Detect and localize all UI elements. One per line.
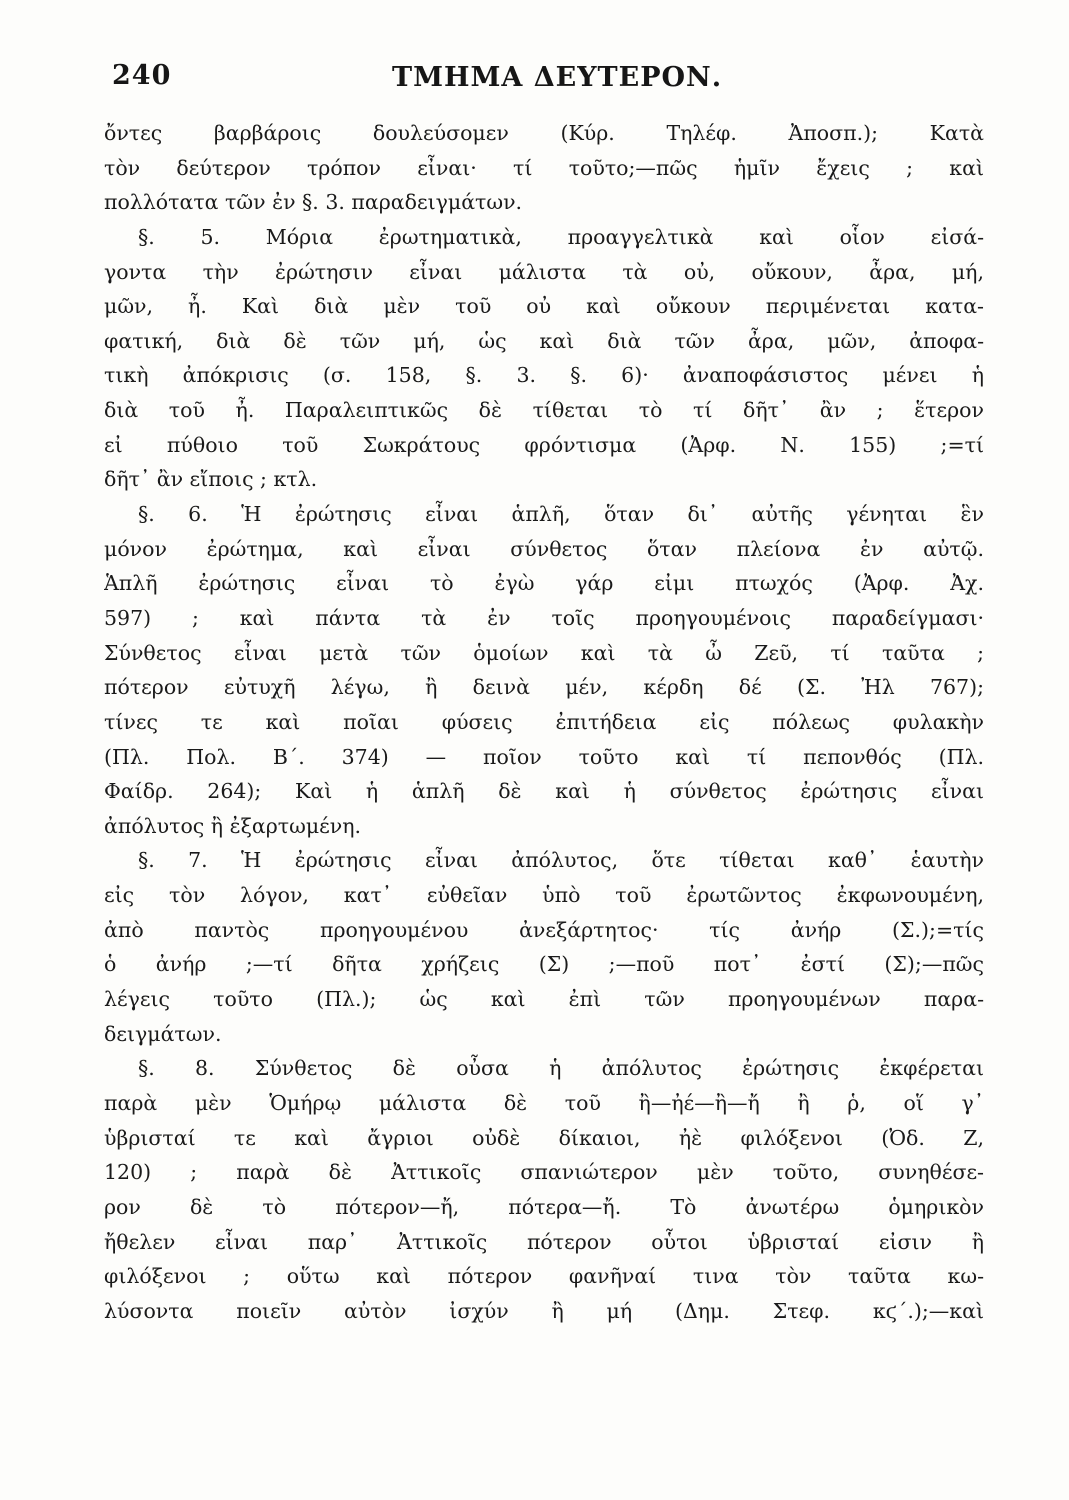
text-line: 120) ; παρὰ δὲ Ἀττικοῖς σπανιώτερον μὲν τοῦτο, συνηθέσε- — [104, 1160, 984, 1185]
page-header — [112, 60, 982, 106]
paragraph-start-line: §. 7. Ἡ ἐρώτησις εἶναι ἀπόλυτος, ὅτε τίθεται καθ᾽ ἑαυτὴν — [138, 848, 984, 873]
text-line: εἰ πύθοιο τοῦ Σωκράτους φρόντισμα (Ἀρφ. Ν. 155) ;=τί — [104, 432, 984, 457]
paragraph-start-line: §. 8. Σύνθετος δὲ οὖσα ἡ ἀπόλυτος ἐρώτησις ἐκφέρεται — [138, 1056, 984, 1081]
text-line: διὰ τοῦ ἦ. Παραλειπτικῶς δὲ τίθεται τὸ τί δῆτ᾽ ἂν ; ἕτερον — [104, 398, 984, 423]
running-head: ΤΜΗΜΑ ΔΕΥΤΕΡΟΝ. — [392, 62, 723, 93]
text-line: 597) ; καὶ πάντα τὰ ἐν τοῖς προηγουμένοις παραδείγμασι· — [104, 605, 984, 630]
text-line: πότερον εὐτυχῆ λέγω, ἢ δεινὰ μέν, κέρδη δέ (Σ. Ἠλ 767); — [104, 675, 984, 700]
text-line: ὄντες βαρβάροις δουλεύσομεν (Κύρ. Τηλέφ. Ἀποσπ.); Κατὰ — [104, 121, 984, 145]
text-line: Ἁπλῆ ἐρώτησις εἶναι τὸ ἐγὼ γάρ εἰμι πτωχός (Ἀρφ. Ἀχ. — [104, 571, 984, 596]
text-line: ὁ ἀνήρ ;—τί δῆτα χρήζεις (Σ) ;—ποῦ ποτ᾽ ἐστί (Σ);—πῶς — [104, 952, 984, 977]
text-line: τὸν δεύτερον τρόπον εἶναι· τί τοῦτο;—πῶς ἡμῖν ἔχεις ; καὶ — [104, 155, 984, 180]
text-line: πολλότατα τῶν ἐν §. 3. παραδειγμάτων. — [104, 190, 523, 215]
text-line: ρον δὲ τὸ πότερον—ἤ, πότερα—ἤ. Τὸ ἀνωτέρω ὁμηρικὸν — [104, 1194, 984, 1219]
text-line: ἀπὸ παντὸς προηγουμένου ἀνεξάρτητος· τίς ἀνήρ (Σ.);=τίς — [104, 917, 984, 942]
text-line: ὑβρισταί τε καὶ ἄγριοι οὐδὲ δίκαιοι, ἠὲ φιλόξενοι (Ὀδ. Ζ, — [104, 1125, 984, 1150]
text-line: (Πλ. Πολ. Β΄. 374) — ποῖον τοῦτο καὶ τί πεπονθός (Πλ. — [104, 744, 984, 769]
text-line: ἀπόλυτος ἢ ἐξαρτωμένη. — [104, 813, 362, 838]
text-line: τίνες τε καὶ ποῖαι φύσεις ἐπιτήδεια εἰς πόλεως φυλακὴν — [104, 709, 984, 734]
text-line: ἤθελεν εἶναι παρ᾽ Ἀττικοῖς πότερον οὗτοι ὑβρισταί εἰσιν ἢ — [104, 1229, 984, 1254]
text-line: Φαίδρ. 264); Καὶ ἡ ἁπλῆ δὲ καὶ ἡ σύνθετος ἐρώτησις εἶναι — [104, 779, 984, 804]
text-line: δῆτ᾽ ἂν εἴποις ; κτλ. — [104, 467, 318, 492]
text-line: γοντα τὴν ἐρώτησιν εἶναι μάλιστα τὰ οὐ, οὔκουν, ἆρα, μή, — [104, 259, 984, 284]
text-line: λέγεις τοῦτο (Πλ.); ὡς καὶ ἐπὶ τῶν προηγουμένων παρα- — [104, 987, 984, 1012]
text-line: μῶν, ἦ. Καὶ διὰ μὲν τοῦ οὐ καὶ οὔκουν περιμένεται κατα- — [104, 294, 984, 319]
text-line: Σύνθετος εἶναι μετὰ τῶν ὁμοίων καὶ τὰ ὦ Ζεῦ, τί ταῦτα ; — [104, 640, 984, 665]
text-line: φιλόξενοι ; οὕτω καὶ πότερον φανῆναί τινα τὸν ταῦτα κω- — [104, 1264, 984, 1289]
body-text — [104, 116, 984, 1328]
text-line: παρὰ μὲν Ὁμήρῳ μάλιστα δὲ τοῦ ἢ—ἠέ—ἢ—ἤ ἢ ῥ, οἵ γ᾽ — [104, 1090, 984, 1115]
text-line: λύσοντα ποιεῖν αὐτὸν ἰσχύν ἢ μή (Δημ. Στεφ. κϛ΄.);—καὶ — [104, 1298, 984, 1323]
text-line: τικὴ ἀπόκρισις (σ. 158, §. 3. §. 6)· ἀναποφάσιστος μένει ἡ — [104, 363, 984, 388]
text-line: δειγμάτων. — [104, 1021, 222, 1046]
paragraph-start-line: §. 5. Μόρια ἐρωτηματικὰ, προαγγελτικὰ καὶ οἷον εἰσά- — [138, 224, 984, 249]
text-line: μόνον ἐρώτημα, καὶ εἶναι σύνθετος ὅταν πλείονα ἐν αὐτῷ. — [104, 536, 984, 561]
text-line: φατική, διὰ δὲ τῶν μή, ὡς καὶ διὰ τῶν ἆρα, μῶν, ἀποφα- — [104, 328, 984, 353]
paragraph-start-line: §. 6. Ἡ ἐρώτησις εἶναι ἁπλῆ, ὅταν δι᾽ αὐτῆς γένηται ἓν — [138, 502, 984, 527]
text-line: εἰς τὸν λόγον, κατ᾽ εὐθεῖαν ὑπὸ τοῦ ἐρωτῶντος ἐκφωνουμένη, — [104, 883, 984, 908]
page-number: 240 — [112, 60, 172, 91]
